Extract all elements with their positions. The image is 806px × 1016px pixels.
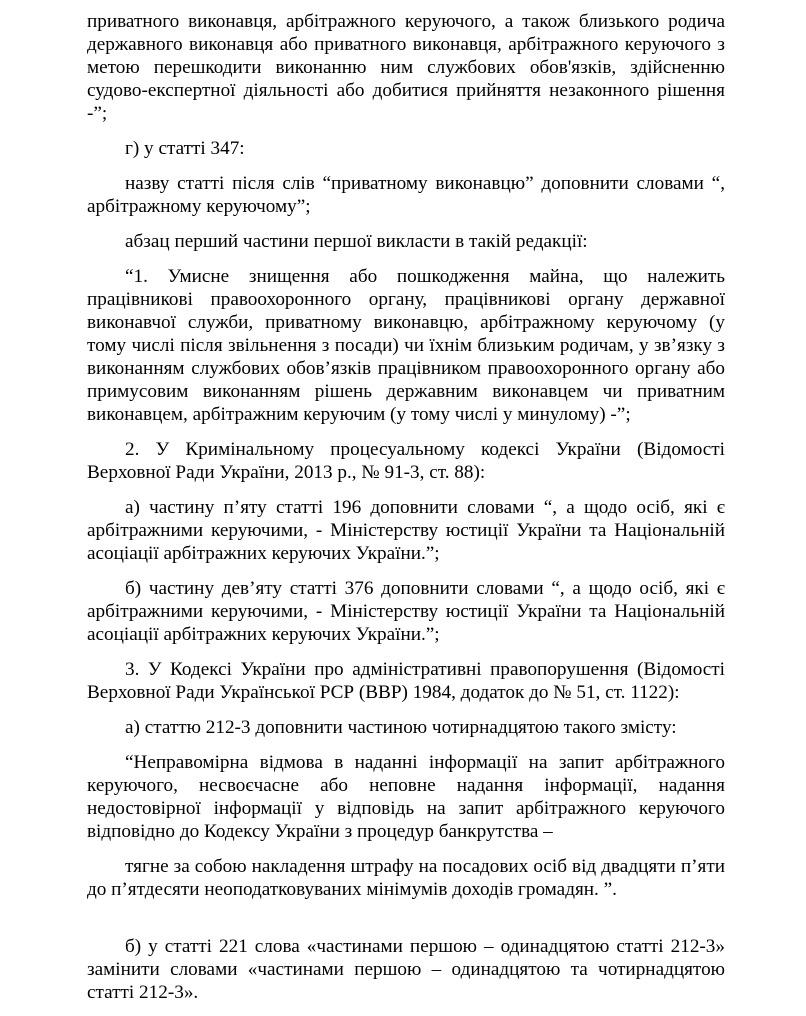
paragraph-item-g: г) у статті 347: [125,138,245,159]
document-page [87,10,725,1016]
paragraph-first-abzats: абзац перший частини першої викласти в такій редакції: [125,231,588,252]
paragraph-admin-code: 3. У Кодексі України про адміністративні правопорушення (Відомості Верховної Ради Української РСР (ВВР) 1984, додаток до № 51, ст. 1122): [87,659,725,703]
paragraph-item-b-221: б) у статті 221 слова «частинами першою – одинадцятою статті 212-3» замінити словами «частинами першою – одинадцятою та чотирнадцятою статті 212-3». [87,936,725,1003]
paragraph-criminal-procedure-code: 2. У Кримінальному процесуальному кодексі України (Відомості Верховної Ради України, 2013 р., № 91-3, ст. 88): [87,439,725,483]
paragraph-penalty: тягне за собою накладення штрафу на посадових осіб від двадцяти п’яти до п’ятдесяти неоподатковуваних мінімумів доходів громадян. ”. [87,856,725,900]
paragraph-new-wording: “1. Умисне знищення або пошкодження майна, що належить працівникові правоохоронного органу, працівникові органу державної виконавчої служби, приватному виконавцю, арбітражному керуючому (у тому числі після звільнення з посади) чи їхнім близьким родичам, у зв’язку з виконанням службових обов’язків працівником правоохоронного органу або примусовим виконанням рішень державним виконавцем чи приватним виконавцем, арбітражним керуючим (у тому числі у минулому) -”; [87,266,725,425]
paragraph-item-a-196: а) частину п’яту статті 196 доповнити словами “, а щодо осіб, які є арбітражними керуючими, - Міністерству юстиції України та Національній асоціації арбітражних керуючих України.”; [87,497,725,564]
paragraph-item-a-212-3: а) статтю 212-3 доповнити частиною чотирнадцятою такого змісту: [125,717,677,738]
paragraph-article-continuation: приватного виконавця, арбітражного керуючого, а також близького родича державного виконавця або приватного виконавця, арбітражного керуючого з метою перешкодити виконанню ним службових обов'язків, здійсненню судово-експертної діяльності або добитися прийняття незаконного рішення -”; [87,11,725,124]
paragraph-title-amendment: назву статті після слів “приватному виконавцю” доповнити словами “, арбітражному керуючому”; [87,173,725,217]
paragraph-new-part-text: “Неправомірна відмова в наданні інформації на запит арбітражного керуючого, несвоєчасне або неповне надання інформації, надання недостовірної інформації у відповідь на запит арбітражного керуючого відповідно до Кодексу України з процедур банкрутства – [87,752,725,842]
paragraph-item-b-376: б) частину дев’яту статті 376 доповнити словами “, а щодо осіб, які є арбітражними керуючими, - Міністерству юстиції України та Національній асоціації арбітражних керуючих України.”; [87,578,725,645]
